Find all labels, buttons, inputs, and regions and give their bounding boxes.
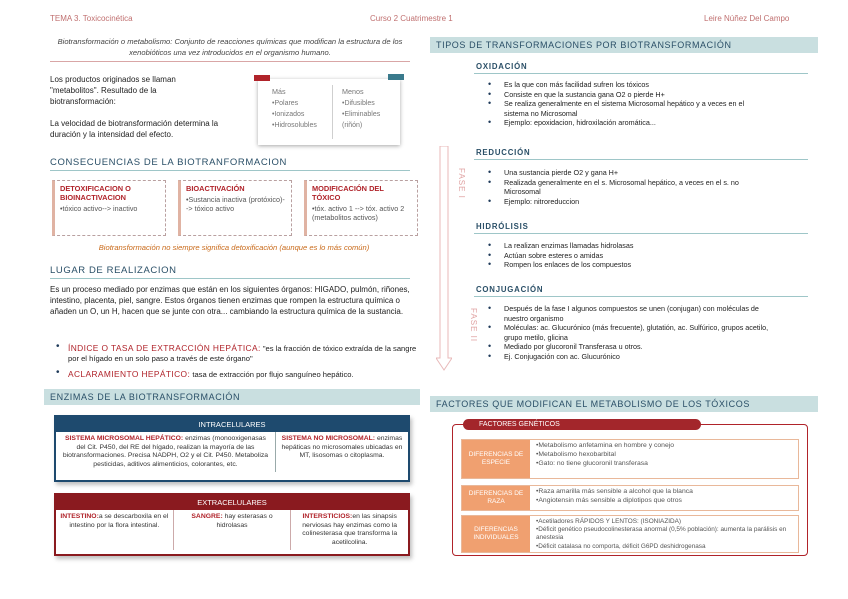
conseq-bioact-box <box>178 180 292 236</box>
factor-text: •Acetiladores RÁPIDOS Y LENTOS: (ISONIAZIDA) •Déficit genético pseudocolinesterasa anormal (0,5% población): aumenta la parálisis en anestesia •Déficit catalasa no comporta, déficit G6PD deshidrogenasa <box>536 518 787 550</box>
divider <box>474 159 808 160</box>
more-title: Más <box>272 87 286 96</box>
hepatic-clearance-desc: tasa de extracción por flujo sanguíneo hepático. <box>192 370 354 379</box>
factor-row-race <box>461 485 799 511</box>
list-item: • Mediado por glucoronil Transferasa u otros. <box>480 342 780 352</box>
place-text: Es un proceso mediado por enzimas que están en los siguientes órganos: HIGADO, pulmón, riñones, intestino, placenta, piel, sangre. Estos órganos tienen enzimas que rompen la estructura química o añaden un O, un H, hacen que se junte con otra... cambiando la estructura química de la sustancia. <box>50 285 410 316</box>
phase-1-label: FASE I <box>457 168 466 199</box>
list-item: • Realizada generalmente en el s. Microsomal hepático, a veces en el s. no Microsomal <box>480 178 770 197</box>
conseq-modif-box <box>304 180 418 236</box>
reduction-title: REDUCCIÓN <box>476 148 531 157</box>
divider <box>474 233 808 234</box>
conseq-detox-title: DETOXIFICACION O BIOINACTIVACION <box>60 184 131 202</box>
consequences-title: CONSECUENCIAS DE LA BIOTRANFORMACION <box>50 157 410 171</box>
header-course-topic: TEMA 3. Toxicocinética <box>50 14 133 23</box>
genetic-factors-box <box>452 421 808 556</box>
enzymes-title: ENZIMAS DE LA BIOTRANSFORMACIÓN <box>44 389 420 405</box>
less-list: •Difusibles •Eliminables (riñón) <box>342 100 381 129</box>
factor-label: DIFERENCIAS DE ESPECIE <box>462 440 530 478</box>
blood-cell: SANGRE: hay esterasas o hidrolasas <box>174 510 292 550</box>
factor-label: DIFERENCIAS INDIVIDUALES <box>462 516 530 552</box>
list-item: • Después de la fase I algunos compuestos se unen (conjugan) con moléculas de nuestro organismo <box>480 304 780 323</box>
polarity-card <box>258 79 400 145</box>
list-item: • Ejemplo: epoxidacion, hidroxilación aromática... <box>480 118 770 128</box>
genetic-factors-title: FACTORES GENÉTICOS <box>463 419 701 430</box>
card-divider <box>332 85 333 139</box>
list-item: • Actúan sobre esteres o amidas <box>480 251 780 261</box>
conseq-modif-title: MODIFICACIÓN DEL TÓXICO <box>312 184 384 202</box>
list-item: • Una sustancia pierde O2 y gana H+ <box>480 168 770 178</box>
hepatic-clearance-term: ACLARAMIENTO HEPÁTICO: <box>68 369 191 379</box>
conseq-bioact-title: BIOACTIVACIÓN <box>186 184 245 193</box>
conseq-detox-desc: •tóxico activo--> inactivo <box>60 204 138 213</box>
conseq-note: Biotransformación no siempre significa detoxificación (aunque es lo más común) <box>98 243 370 252</box>
conjugation-title: CONJUGACIÓN <box>476 285 544 294</box>
list-item: • Ej. Conjugación con ac. Glucurónico <box>480 352 780 362</box>
list-item: • Consiste en que la sustancia gana O2 o pierde H+ <box>480 90 770 100</box>
header-course-term: Curso 2 Cuatrimestre 1 <box>370 14 453 23</box>
card-tab-left <box>254 75 270 81</box>
conjugation-list <box>480 304 780 362</box>
list-item: • Ejemplo: nitroreduccion <box>480 197 770 207</box>
bullet-icon: • <box>56 341 60 352</box>
non-microsomal-system: SISTEMA NO MICROSOMAL: enzimas hepáticas no microsomales ubicadas en MT, lisosomas o citoplasma. <box>281 435 403 460</box>
hydrolysis-title: HIDRÓLISIS <box>476 222 529 231</box>
list-item: • Se realiza generalmente en el sistema Microsomal hepático y a veces en el sistema no Microsomal <box>480 99 770 118</box>
types-title: TIPOS DE TRANSFORMACIONES POR BIOTRANSFORMACIÓN <box>430 37 818 53</box>
factor-label: DIFERENCIAS DE RAZA <box>462 486 530 510</box>
extraction-index <box>56 343 418 364</box>
factor-text: •Metabolismo anfetamina en hombre y conejo •Metabolismo hexobarbital •Gato: no tiene glucoronil transferasa <box>536 442 675 467</box>
factor-text: •Raza amarilla más sensible a alcohol que la blanca •Angiotensin más sensible a diplotipos que otros <box>536 488 693 504</box>
list-item: • Moléculas: ac. Glucurónico (más frecuente), glutatión, ac. Sulfúrico, grupos acetilo, grupo metilo, glicina <box>480 323 780 342</box>
phase-arrow <box>436 146 452 372</box>
reduction-list <box>480 168 770 206</box>
speed-text: La velocidad de biotransformación determina la duración y la intensidad del efecto. <box>50 119 219 139</box>
phase-2-label: FASE II <box>469 308 478 343</box>
divider <box>474 296 808 297</box>
place-title: LUGAR DE REALIZACION <box>50 265 410 279</box>
extraction-index-desc: "es la fracción de tóxico extraída de la sangre por el hígado en un solo paso a través de este órgano" <box>68 344 417 363</box>
list-item: • Rompen los enlaces de los compuestos <box>480 260 780 270</box>
extracellular-box <box>54 493 410 556</box>
oxidation-title: OXIDACIÓN <box>476 62 528 71</box>
conseq-detox-box <box>52 180 166 236</box>
intracellular-title: INTRACELULARES <box>56 417 408 432</box>
extraction-index-term: ÍNDICE O TASA DE EXTRACCIÓN HEPÁTICA: <box>68 343 261 353</box>
hepatic-clearance <box>56 369 418 380</box>
extracellular-title: EXTRACELULARES <box>56 495 408 510</box>
hydrolysis-list <box>480 241 780 270</box>
intestine-cell: INTESTINO:a se descarboxila en el intestino por la flora intestinal. <box>56 510 174 550</box>
divider <box>474 73 808 74</box>
header-author: Leire Núñez Del Campo <box>704 14 790 23</box>
conseq-bioact-desc: •Sustancia inactiva (protóxico)--> tóxico activo <box>186 195 285 213</box>
factors-title: FACTORES QUE MODIFICAN EL METABOLISMO DE LOS TÓXICOS <box>430 396 818 412</box>
interstitium-cell: INTERSTICIOS:en las sinapsis nerviosas hay enzimas como la colinesterasa que transforma la acetilcolina. <box>302 513 398 546</box>
list-item: • Es la que con más facilidad sufren los tóxicos <box>480 80 770 90</box>
oxidation-list <box>480 80 770 128</box>
microsomal-system: SISTEMA MICROSOMAL HEPÁTICO: enzimas (monooxigenasas del Cit. P450, del RE del hígado, realizan la mayoría de las biotransformaciones. Precisa NADPH, O2 y el Cit. P450. Metaboliza pesticidas, aditivos alimenticios, colorantes, etc. <box>56 432 276 472</box>
more-list: •Polares •Ionizados •Hidrosolubles <box>272 100 317 129</box>
intracellular-box <box>54 415 410 482</box>
definition-text: Biotransformación o metabolismo: Conjunto de reacciones químicas que modifican la estructura de los xenobióticos una vez introducidos en el organismo humano. <box>50 36 410 62</box>
less-title: Menos <box>342 87 364 96</box>
bullet-icon: • <box>56 367 60 378</box>
factor-row-species <box>461 439 799 479</box>
metabolites-text: Los productos originados se llaman "metabolitos". Resultado de la biotransformación: <box>50 75 176 106</box>
factor-row-individual <box>461 515 799 553</box>
card-tab-right <box>388 74 404 80</box>
list-item: • La realizan enzimas llamadas hidrolasas <box>480 241 780 251</box>
conseq-modif-desc: •tóx. activo 1 --> tóx. activo 2 (metabolitos activos) <box>312 204 405 222</box>
